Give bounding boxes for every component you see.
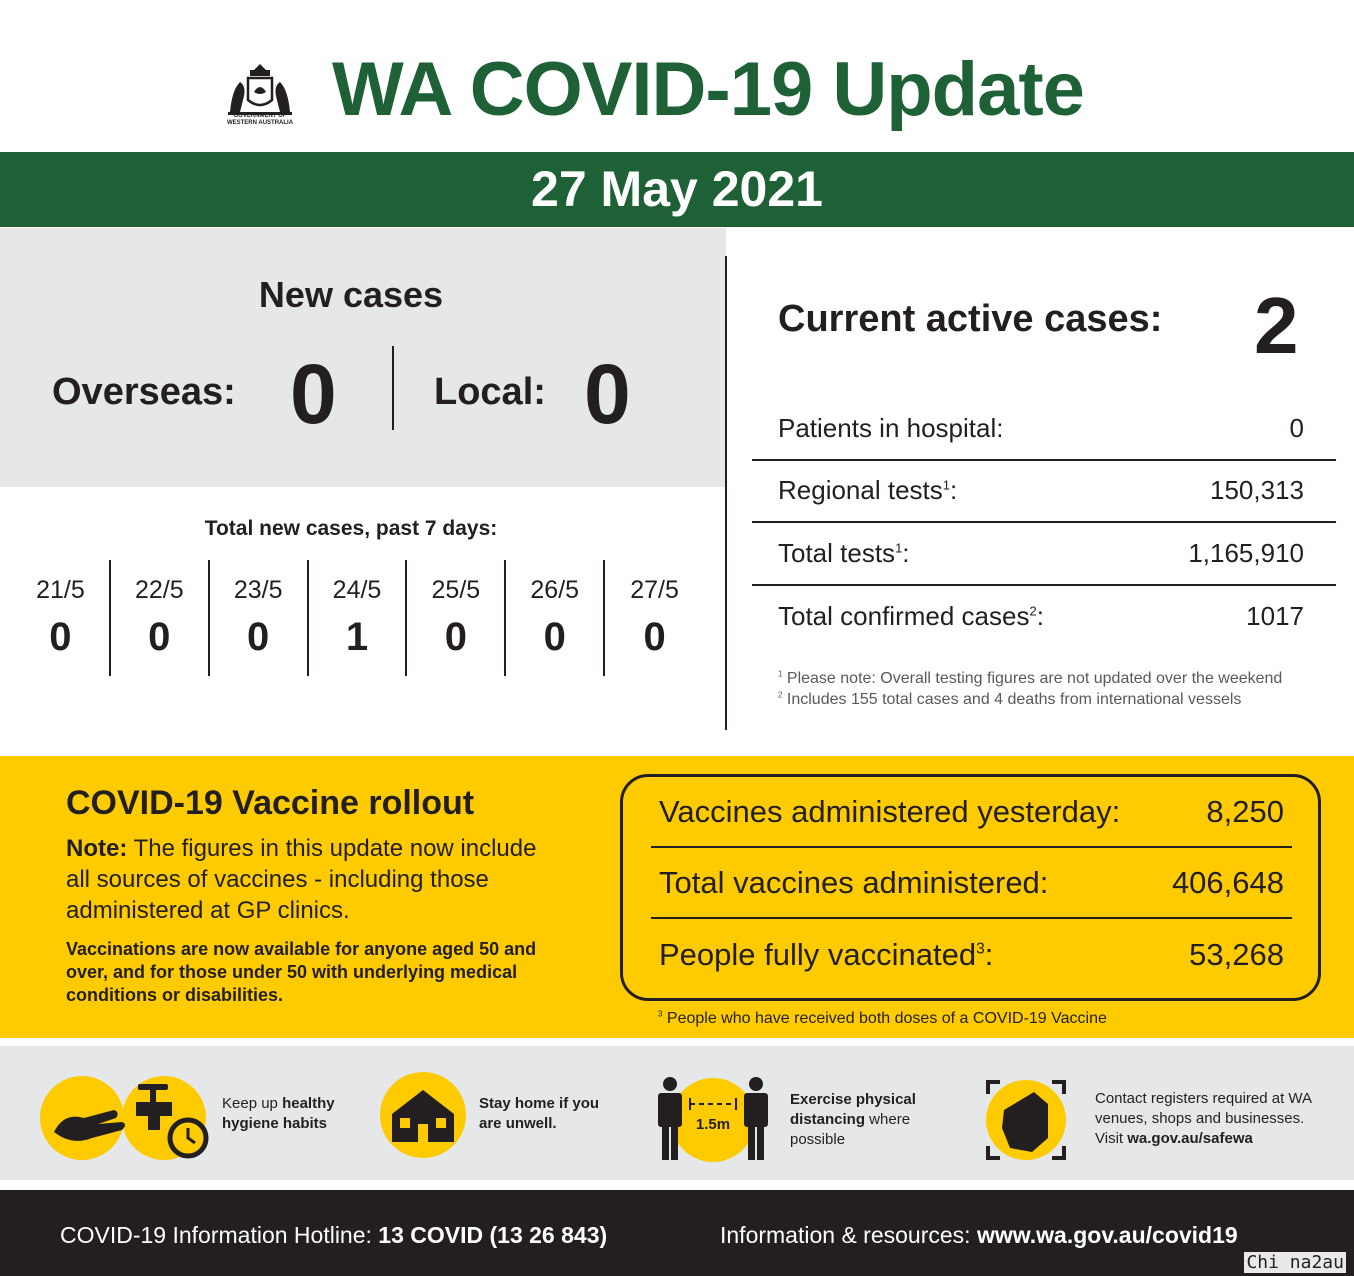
footnote-2: $^2$ Includes 155 total cases and 4 deaths from international vessels — [778, 690, 1242, 708]
tip-hygiene: Keep up healthy hygiene habits — [222, 1095, 335, 1132]
day-item — [506, 560, 605, 676]
active-cases-value: 2 — [1254, 281, 1299, 370]
active-cases-label: Current active cases: — [778, 298, 1163, 340]
day-item — [210, 560, 309, 676]
day-date: 22/5 — [134, 576, 184, 604]
day-date: 24/5 — [332, 576, 382, 604]
stat-label: Total tests$^1$: — [778, 537, 910, 568]
local-label: Local: — [434, 371, 546, 413]
vaccine-panel — [0, 756, 1354, 1038]
house-icon — [380, 1072, 466, 1158]
day-date: 23/5 — [233, 576, 283, 604]
day-value: 0 — [643, 615, 666, 659]
vaccine-value: 406,648 — [1171, 864, 1284, 900]
day-date: 21/5 — [36, 576, 85, 604]
vaccine-title: COVID-19 Vaccine rollout — [66, 784, 475, 822]
vaccine-stats-box — [620, 774, 1321, 1001]
divider — [392, 346, 394, 430]
stat-row-total-tests — [752, 523, 1336, 586]
vaccine-label: Total vaccines administered: — [659, 864, 1049, 900]
day-item — [605, 560, 704, 676]
stat-row-regional-tests — [752, 461, 1336, 524]
stat-value: 1,165,910 — [1188, 537, 1304, 568]
stat-value: 1017 — [1246, 601, 1304, 632]
day-value: 0 — [247, 615, 270, 659]
resources-link[interactable]: Information & resources: www.wa.gov.au/covid19 — [720, 1222, 1238, 1248]
day-date: 27/5 — [630, 576, 679, 604]
stat-row-confirmed-cases — [752, 586, 1336, 649]
past-7-days-list — [12, 560, 704, 676]
past-7-days-title: Total new cases, past 7 days: — [204, 517, 498, 540]
date-banner: 27 May 2021 — [0, 152, 1354, 227]
tip-distancing: Exercise physical distancing where possible — [790, 1091, 916, 1148]
footnote-1: $^1$ Please note: Overall testing figures are not updated over the weekend — [778, 669, 1283, 687]
distance-badge: 1.5m — [695, 1116, 731, 1133]
day-value: 0 — [49, 615, 72, 659]
vaccine-note: Note: The figures in this update now include all sources of vaccines - including those administered at GP clinics. — [66, 835, 537, 924]
overseas-value: 0 — [290, 347, 337, 441]
footnotes — [778, 668, 1282, 710]
page-title: WA COVID-19 Update — [332, 47, 1084, 132]
vaccine-value: 53,268 — [1189, 936, 1284, 972]
tip-contact-register: Contact registers required at WA venues, shops and businesses. Visit wa.gov.au/safewa — [1095, 1090, 1312, 1147]
day-value: 0 — [148, 615, 171, 659]
hygiene-hands-tap-icon — [40, 1072, 212, 1164]
day-item — [111, 560, 210, 676]
footer — [0, 1190, 1354, 1276]
hotline: COVID-19 Information Hotline: 13 COVID (13 26 843) — [60, 1222, 608, 1248]
day-item — [407, 560, 506, 676]
tip-stay-home: Stay home if you are unwell. — [479, 1095, 600, 1132]
header — [0, 0, 1354, 152]
local-value: 0 — [584, 347, 631, 441]
vaccine-label: Vaccines administered yesterday: — [659, 793, 1121, 829]
vaccine-availability: Vaccinations are now available for anyone aged 50 and over, and for those under 50 with underlying medical conditions or disabilities. — [66, 939, 537, 1005]
vaccine-value: 8,250 — [1206, 793, 1284, 829]
watermark: Chi na2au — [1246, 1252, 1344, 1273]
vaccine-row-yesterday — [651, 777, 1292, 848]
vaccine-label: People fully vaccinated$^3$: — [659, 936, 994, 972]
stat-label: Regional tests$^1$: — [778, 475, 958, 506]
tips-panel — [0, 1046, 1354, 1180]
vaccine-row-fully — [651, 919, 1292, 990]
day-value: 0 — [543, 615, 566, 659]
day-date: 25/5 — [431, 576, 481, 604]
stat-value: 150,313 — [1210, 475, 1304, 506]
stat-label: Total confirmed cases$^2$: — [778, 601, 1044, 632]
vaccine-footnote: $^3$ People who have received both doses of a COVID-19 Vaccine — [658, 1009, 1107, 1027]
stat-value: 0 — [1289, 412, 1304, 443]
stats-table — [752, 398, 1336, 648]
crest-caption: GOVERNMENT OF WESTERN AUSTRALIA — [226, 113, 294, 126]
day-value: 1 — [345, 615, 369, 659]
stat-label: Patients in hospital: — [778, 412, 1004, 443]
day-item — [309, 560, 408, 676]
day-date: 26/5 — [530, 576, 580, 604]
overseas-label: Overseas: — [52, 371, 236, 413]
vaccine-row-total — [651, 848, 1292, 919]
stat-row-hospital — [752, 398, 1336, 461]
new-cases-title: New cases — [258, 274, 444, 315]
wa-map-qr-icon — [982, 1076, 1070, 1164]
day-value: 0 — [444, 615, 467, 659]
column-divider — [725, 256, 727, 730]
new-cases-panel — [0, 228, 726, 487]
day-item — [12, 560, 111, 676]
